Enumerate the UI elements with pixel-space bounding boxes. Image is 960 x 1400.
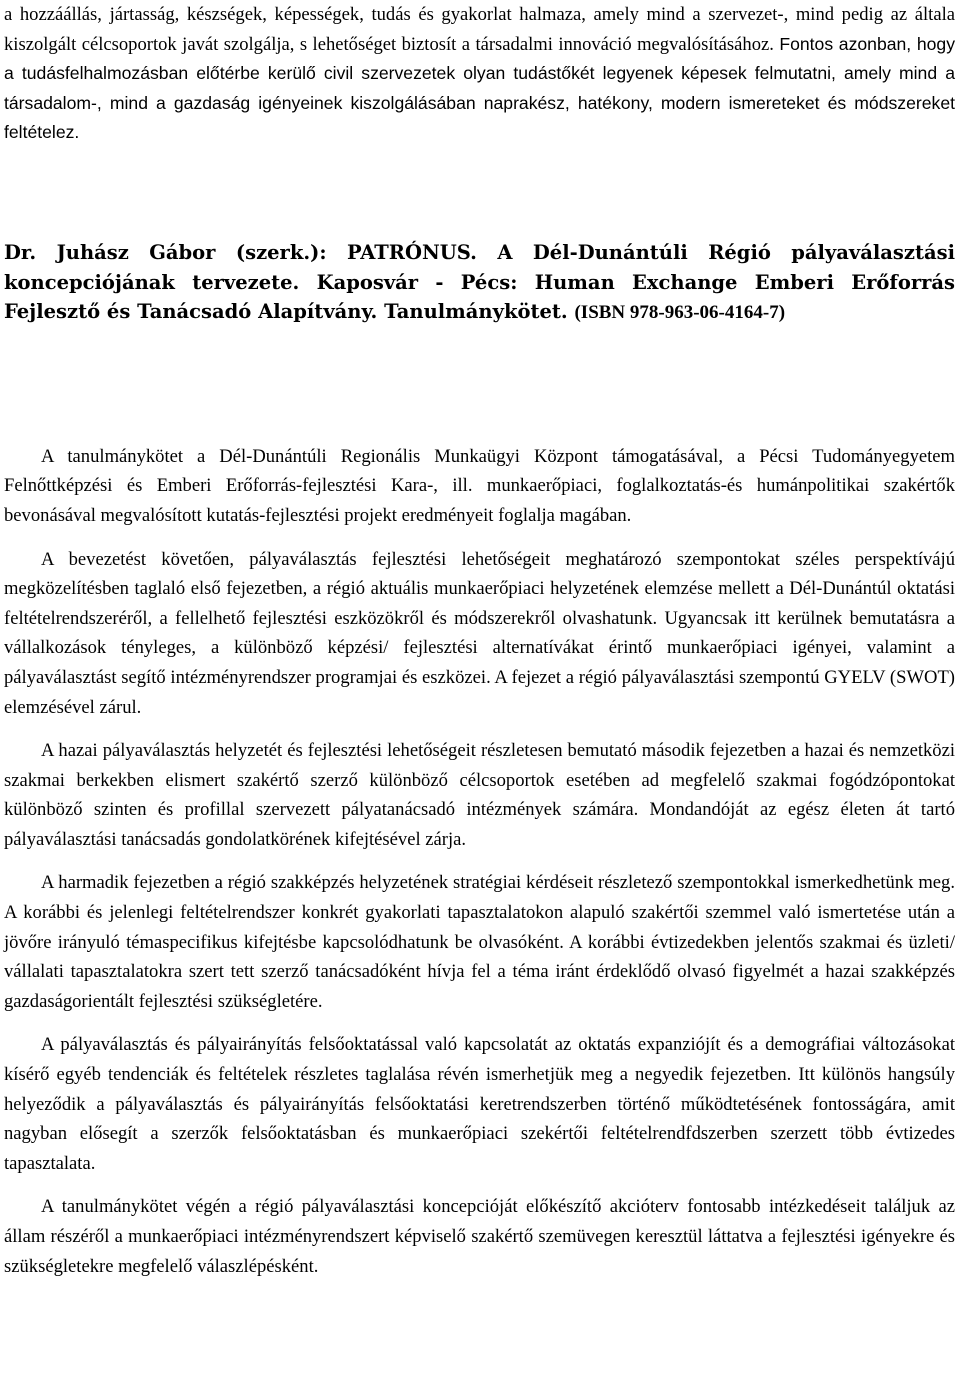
body-paragraph: A harmadik fejezetben a régió szakképzés helyzetének stratégiai kérdéseit részletező szempontokkal ismerkedhetünk meg. A korábbi és jelenlegi feltételrendszer konkrét gyakorlati tapasztalatokon alapuló szakértői szemmel való ismertetése után a jövőre irányuló témaspecifikus kifejtésbe kapcsolódhatunk be olvasóként. A korábbi évtizedekben jelentős szakmai és üzleti/ vállalati tapasztalatokra szert tett szerző tanácsadóként hívja fel a téma iránt érdeklődő olvasó figyelmét a hazai szakképzés gazdaságorientált fejlesztési szükségletére. [4,872,955,1012]
intro-paragraph [4,0,955,148]
citation-text: Dr. Juhász Gábor (szerk.): PATRÓNUS. A Dél-Dunántúli Régió pályaválasztási koncepciójának tervezete. Kaposvár - Pécs: Human Exchange Emberi Erőforrás Fejlesztő és Tanácsadó Alapítvány. Tanulmánykötet. [4,240,955,324]
body-paragraph: A bevezetést követően, pályaválasztás fejlesztési lehetőségeit meghatározó szempontokat széles perspektívájú megközelítésben taglaló első fejezetben, a régió aktuális munkaerőpiaci helyzetének elemzése mellett a Dél-Dunántúl oktatási feltételrendszeréről, a fellelhető fejlesztési eszközökről és módszerekről olvashatunk. Ugyancsak itt kerülnek bemutatásra a vállalkozások tényleges, a különböző képzési/ fejlesztési alternatívákat érintő munkaerőpiaci igényei, valamint a pályaválasztást segítő intézményrendszer programjai és eszközei. A fejezet a régió pályaválasztási szempontú GYELV (SWOT) elemzésével zárul. [4,548,955,718]
book-citation [4,238,955,328]
body-paragraph: A tanulmánykötet végén a régió pályaválasztási koncepcióját előkészítő akcióterv fontosabb intézkedéseit találjuk az állam részéről a munkaerőpiaci intézményrendszert képviselő szakértő szemüvegen keresztül láttatva a fejlesztési igényekre és szükségletekre megfelelő válaszlépésként. [4,1196,955,1277]
body-paragraph: A hazai pályaválasztás helyzetét és fejlesztési lehetőségeit részletesen bemutató második fejezetben a hazai és nemzetközi szakmai berkekben elismert szakértő szerző különböző célcsoportok esetében ad megfelelő szakmai fogódzópontokat különböző szinten és profillal szervezett pályatanácsadó intézmények számára. Mondandóját az egész életen át tartó pályaválasztási tanácsadás gondolatkörének kifejtésével zárja. [4,740,955,850]
body-paragraph: A tanulmánykötet a Dél-Dunántúli Regionális Munkaügyi Központ támogatásával, a Pécsi Tudományegyetem Felnőttképzési és Emberi Erőforrás-fejlesztési Kara-, ill. munkaerőpiaci, foglalkoztatás-és humánpolitikai szakértők bevonásával megvalósított kutatás-fejlesztési projekt eredményeit foglalja magában. [4,445,955,526]
intro-serif-text: a hozzáállás, jártasság, készségek, képességek, tudás és gyakorlat halmaza, amely mind a szervezet-, mind pedig az általa kiszolgált célcsoportok javát szolgálja, s lehetőséget biztosít a társadalmi innováció megvalósításához. [4,4,955,55]
document-page [4,0,955,1281]
citation-isbn: (ISBN 978-963-06-4164-7) [574,302,786,324]
intro-sans-text: Fontos azonban, hogy a tudásfelhalmozásban előtérbe kerülő civil szervezetek olyan tudástőkét legyenek képesek felmutatni, amely mind a társadalom-, mind a gazdaság igényeinek kiszolgálásában naprakész, hatékony, modern ismereteket és módszereket feltételez. [4,33,956,143]
body-paragraph: A pályaválasztás és pályairányítás felsőoktatással való kapcsolatát az oktatás expanziójít és a demográfiai változásokat kísérő egyéb tendenciák és feltételek részletes taglalása révén ismerhetjük meg a negyedik fejezetben. Itt különös hangsúly helyeződik a pályaválasztás és pályairányítás felsőoktatási keretrendszerben történő működtetésének fontosságára, amit nagyban elősegít a szerzők felsőoktatásban és munkaerőpiaci szekértői feltételrendfdszerben szerzett több évtizedes tapasztalata. [4,1034,955,1174]
